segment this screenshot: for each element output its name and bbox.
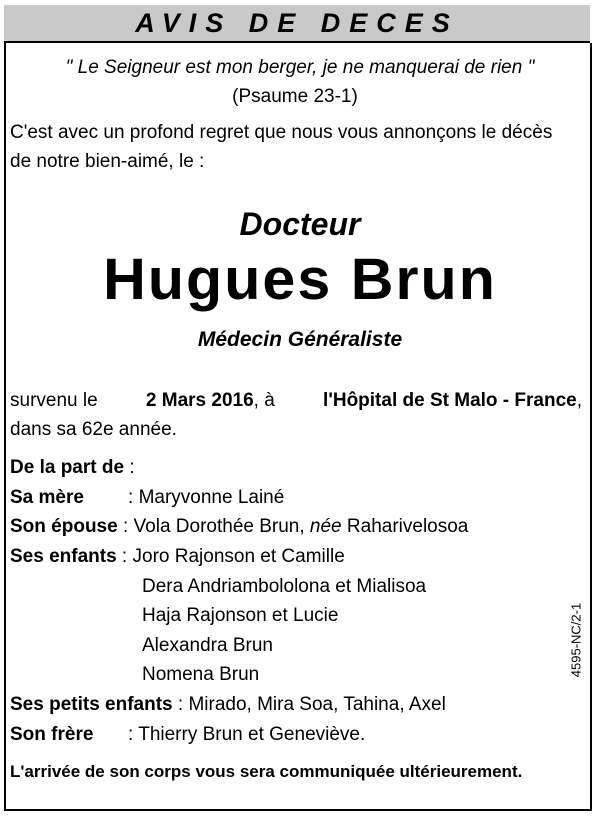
spouse-label: Son épouse (10, 516, 118, 537)
mother-sep: : (128, 487, 139, 508)
death-suffix: , (576, 390, 582, 411)
bible-reference: (Psaume 23-1) (232, 86, 358, 107)
family-grandchildren (10, 694, 446, 716)
family-children (10, 546, 345, 568)
final-notice: L'arrivée de son corps vous sera communiquée ultérieurement. (10, 762, 523, 781)
family-mother (10, 487, 84, 509)
spouse-name-prefix: Vola Dorothée Brun, (133, 516, 310, 537)
reference-code: 4595-NC/2-1 (568, 602, 584, 678)
child-item: Dera Andriambololona et Mialisoa (142, 576, 427, 597)
death-place: l'Hôpital de St Malo - France (323, 390, 577, 411)
death-middle: , à (253, 390, 275, 411)
death-date: 2 Mars 2016 (145, 390, 254, 411)
family-intro-sep: : (124, 457, 135, 478)
spouse-name-suffix: Raharivelosoa (341, 516, 469, 537)
family-brother-value (128, 724, 365, 746)
mother-label: Sa mère (10, 487, 84, 508)
intro-line-1: C'est avec un profond regret que nous vous annonçons le décès (10, 122, 553, 143)
death-age: dans sa 62e année. (10, 419, 177, 440)
death-details (10, 386, 582, 444)
family-brother (10, 724, 93, 746)
child-item: Joro Rajonson et Camille (132, 546, 345, 567)
grandchildren-label: Ses petits enfants (10, 694, 173, 715)
intro-line-2: de notre bien-aimé, le : (10, 151, 205, 172)
grandchildren-names: Mirado, Mira Soa, Tahina, Axel (188, 694, 446, 715)
death-prefix: survenu le (10, 390, 98, 411)
spouse-sep: : (117, 516, 134, 537)
brother-label: Son frère (10, 724, 94, 745)
death-line-1 (10, 386, 582, 415)
deceased-title: Docteur (239, 206, 361, 242)
brother-name: Thierry Brun et Geneviève. (138, 724, 366, 745)
deceased-profession: Médecin Généraliste (197, 328, 403, 351)
child-item: Alexandra Brun (142, 635, 273, 656)
family-intro (10, 457, 135, 479)
family-spouse (10, 516, 468, 538)
children-sep: : (116, 546, 133, 567)
mother-name: Maryvonne Lainé (138, 487, 285, 508)
deceased-name: Hugues Brun (103, 247, 497, 312)
child-item: Haja Rajonson et Lucie (142, 605, 339, 626)
intro-text (10, 118, 590, 176)
family-mother-value (128, 487, 284, 509)
children-label: Ses enfants (10, 546, 117, 567)
notice-title: AVIS DE DECES (135, 8, 459, 38)
bible-quote: " Le Seigneur est mon berger, je ne manquerai de rien " (65, 57, 535, 78)
child-item: Nomena Brun (142, 664, 260, 685)
family-intro-label: De la part de (10, 457, 125, 478)
spouse-nee: née (309, 516, 342, 537)
brother-sep: : (128, 724, 139, 745)
grandchildren-sep: : (172, 694, 189, 715)
notice-header (4, 5, 590, 43)
